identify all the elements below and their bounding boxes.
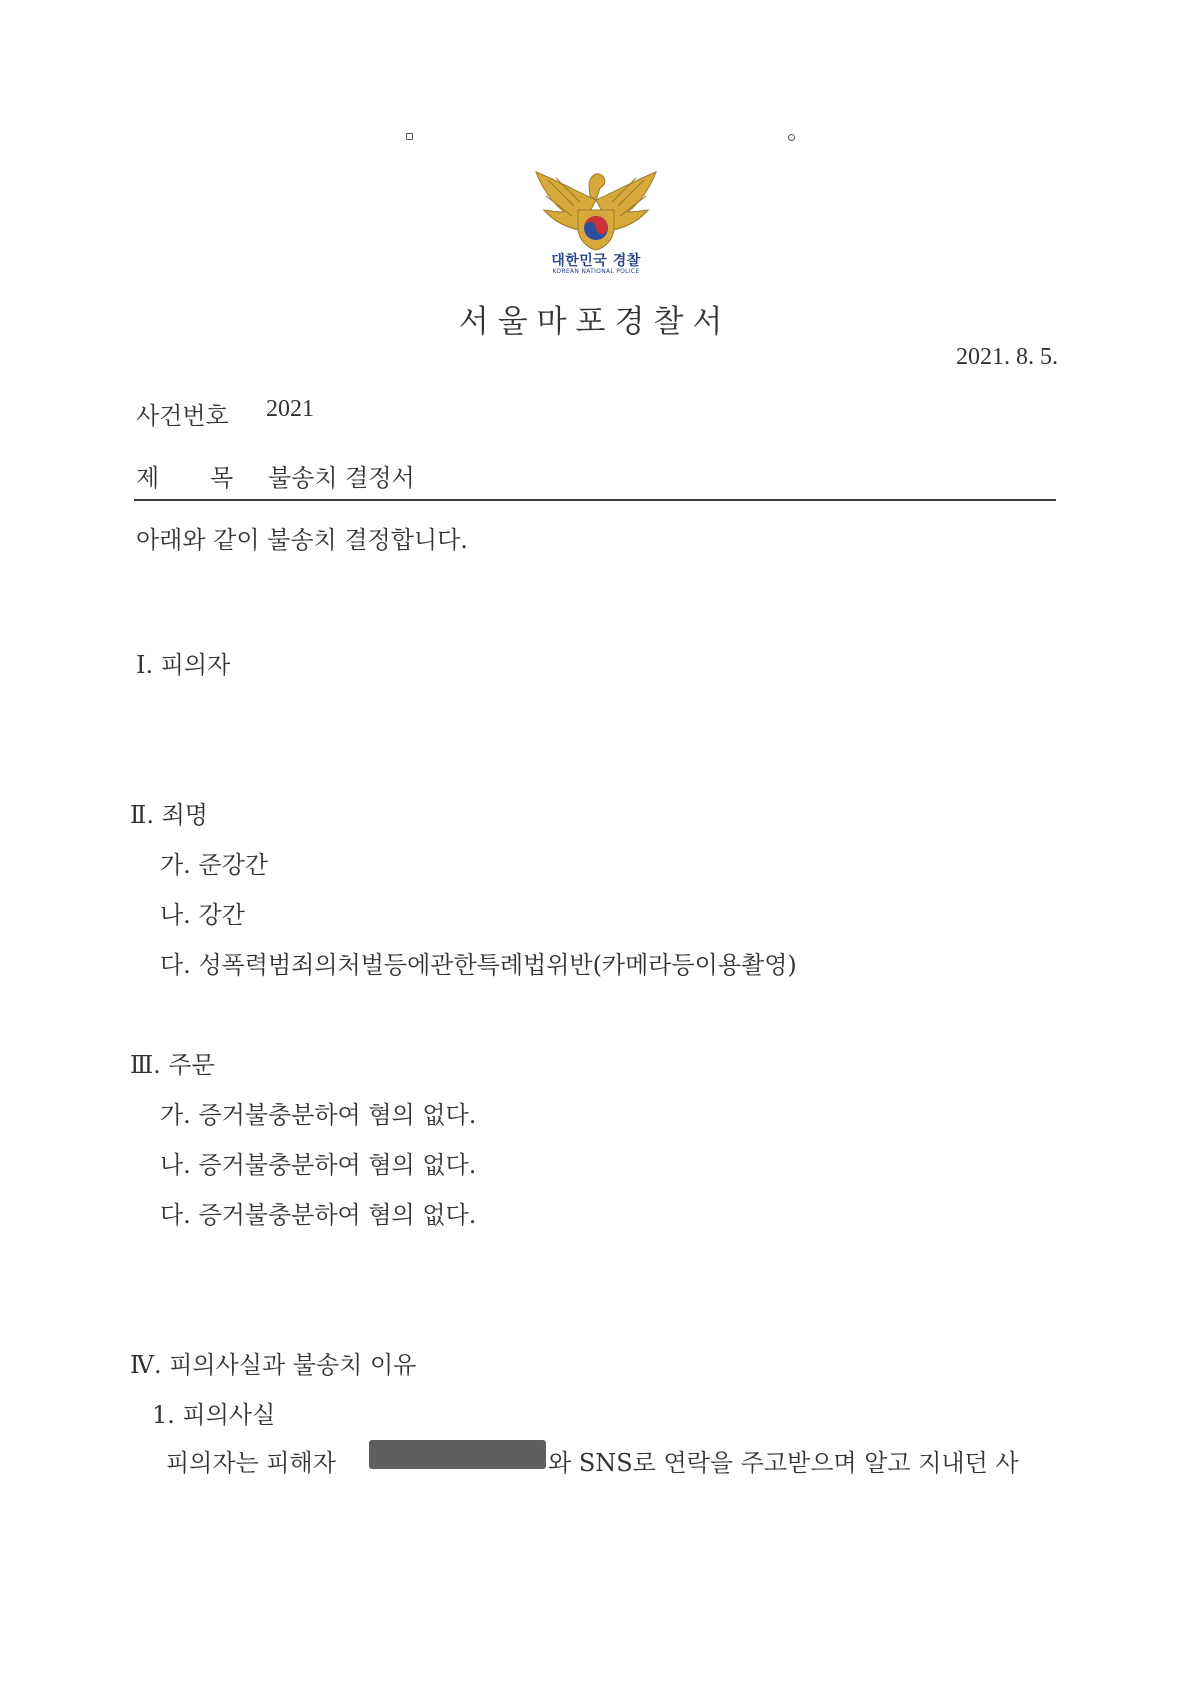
section-suspect-heading: Ⅰ. 피의자	[136, 651, 231, 679]
scan-mark-right	[788, 134, 795, 141]
charge-item: 나. 강간	[160, 901, 245, 929]
facts-line-start: 피의자는 피해자	[166, 1449, 336, 1477]
order-item: 다. 증거불충분하여 혐의 없다.	[160, 1201, 477, 1229]
scan-mark-left	[406, 133, 413, 140]
police-office-title: 서울마포경찰서	[458, 304, 732, 340]
order-item: 나. 증거불충분하여 혐의 없다.	[160, 1151, 477, 1179]
victim-name-redaction	[369, 1440, 546, 1469]
subject-value: 불송치 결정서	[268, 464, 415, 492]
facts-line-end: 와 SNS로 연락을 주고받으며 알고 지내던 사	[548, 1449, 1019, 1477]
subject-label-first: 제	[136, 464, 160, 492]
logo-name-english: KOREAN NATIONAL POLICE	[552, 268, 640, 275]
document-date: 2021. 8. 5.	[956, 344, 1058, 370]
charge-item: 가. 준강간	[160, 851, 268, 879]
section-facts-heading: Ⅳ. 피의사실과 불송치 이유	[130, 1351, 417, 1379]
subject-label-second: 목	[210, 464, 234, 492]
case-number-value: 2021	[266, 396, 314, 422]
section-charges-heading: Ⅱ. 죄명	[130, 801, 208, 829]
section-order-heading: Ⅲ. 주문	[130, 1051, 215, 1079]
case-number-label: 사건번호	[136, 402, 229, 430]
order-item: 가. 증거불충분하여 혐의 없다.	[160, 1101, 477, 1129]
logo-name-korean: 대한민국 경찰	[551, 253, 641, 269]
charge-item: 다. 성폭력범죄의처벌등에관한특례법위반(카메라등이용촬영)	[160, 951, 797, 979]
facts-subheading: 1. 피의사실	[152, 1401, 276, 1429]
header-divider	[134, 499, 1056, 501]
intro-sentence: 아래와 같이 불송치 결정합니다.	[136, 526, 468, 554]
